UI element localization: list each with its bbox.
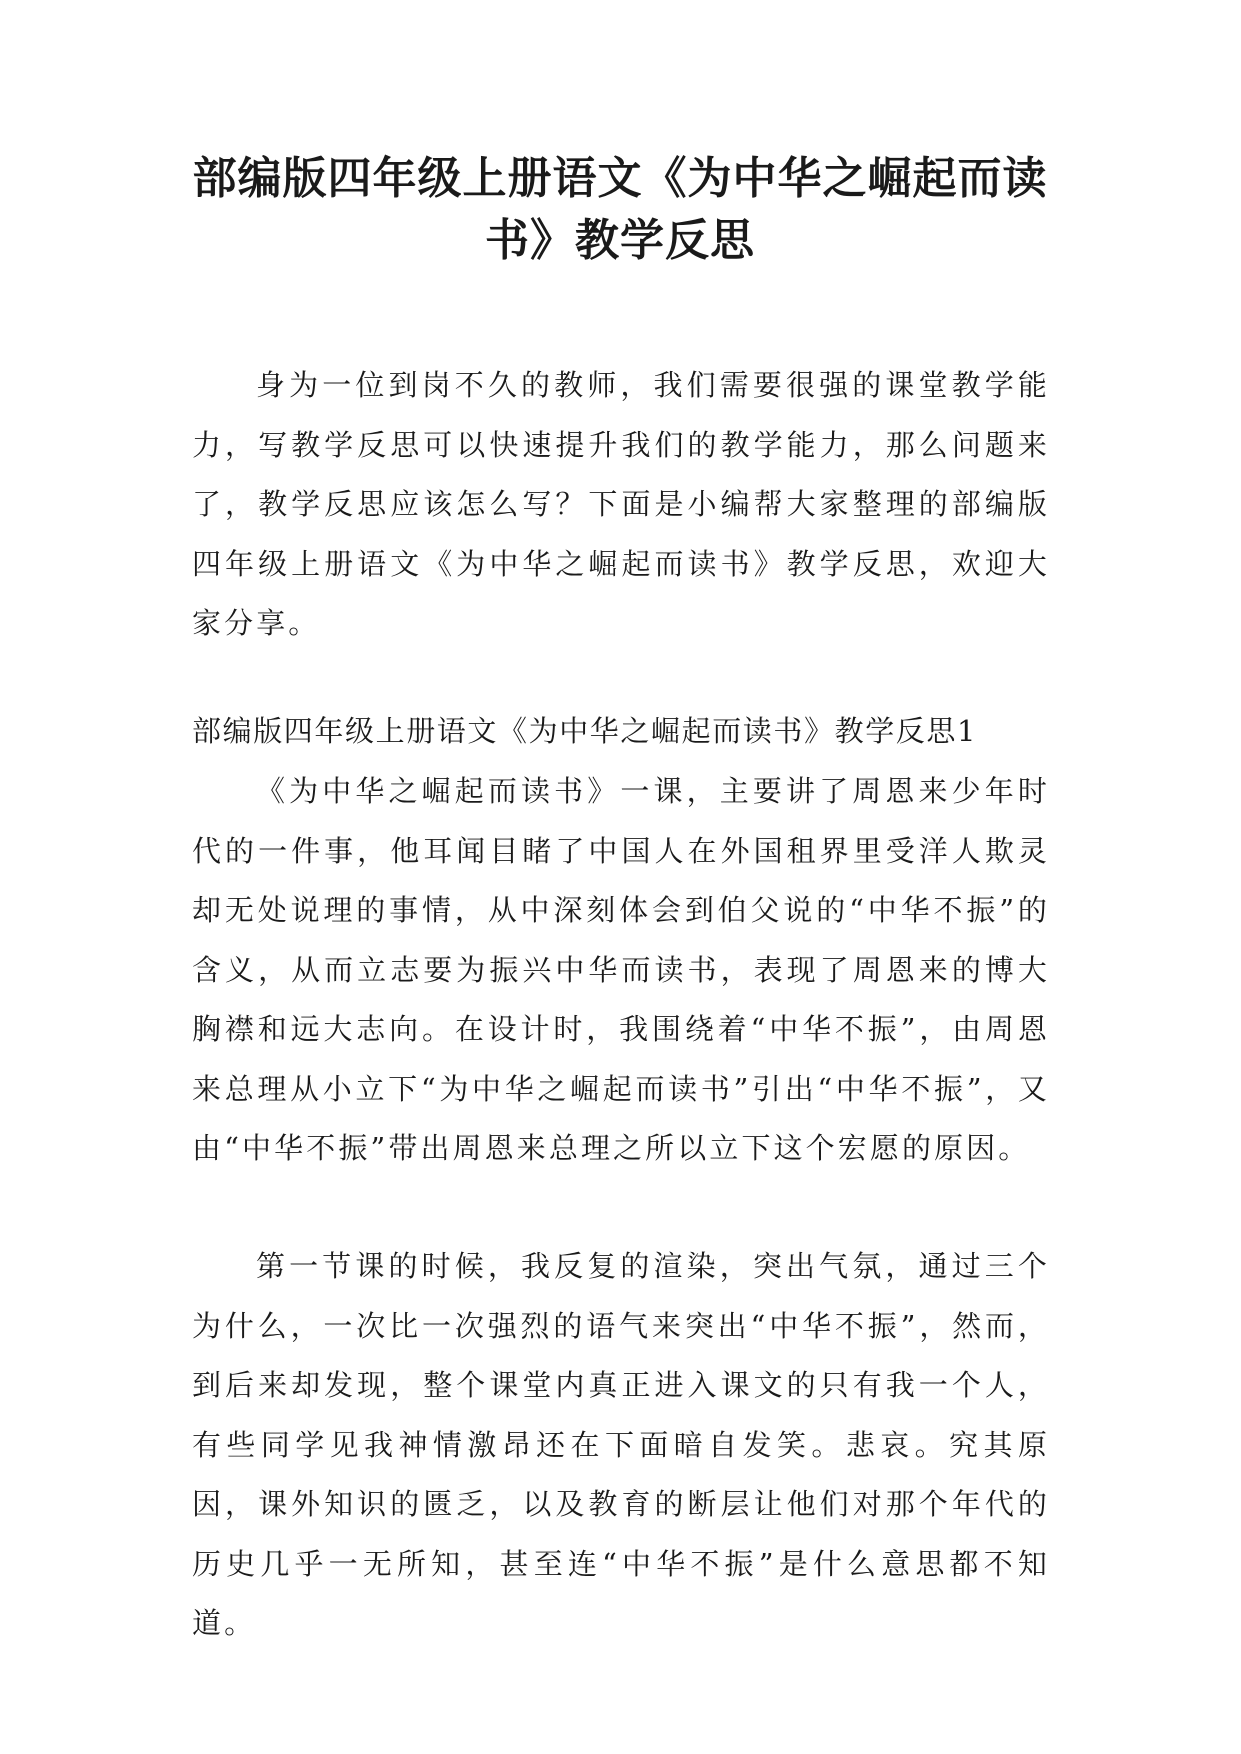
body-paragraph-1: 《为中华之崛起而读书》一课，主要讲了周恩来少年时代的一件事，他耳闻目睹了中国人在外国租界里受洋人欺灵却无处说理的事情，从中深刻体会到伯父说的“中华不振”的含义，从而立志要为振兴中华而读书，表现了周恩来的博大胸襟和远大志向。在设计时，我围绕着“中华不振”，由周恩来总理从小立下“为中华之崛起而读书”引出“中华不振”，又由“中华不振”带出周恩来总理之所以立下这个宏愿的原因。 <box>192 774 1050 1165</box>
body-paragraph-2: 第一节课的时候，我反复的渲染，突出气氛，通过三个为什么，一次比一次强烈的语气来突出“中华不振”，然而，到后来却发现，整个课堂内真正进入课文的只有我一个人，有些同学见我神情激昂还在下面暗自发笑。悲哀。究其原因，课外知识的匮乏，以及教育的断层让他们对那个年代的历史几乎一无所知，甚至连“中华不振”是什么意思都不知道。 <box>192 1249 1050 1640</box>
document-title: 部编版四年级上册语文《为中华之崛起而读书》教学反思 <box>192 153 1048 266</box>
section-heading: 部编版四年级上册语文《为中华之崛起而读书》教学反思1 <box>192 714 978 748</box>
intro-paragraph: 身为一位到岗不久的教师，我们需要很强的课堂教学能力，写教学反思可以快速提升我们的教学能力，那么问题来了，教学反思应该怎么写？下面是小编帮大家整理的部编版四年级上册语文《为中华之崛起而读书》教学反思，欢迎大家分享。 <box>192 368 1050 640</box>
